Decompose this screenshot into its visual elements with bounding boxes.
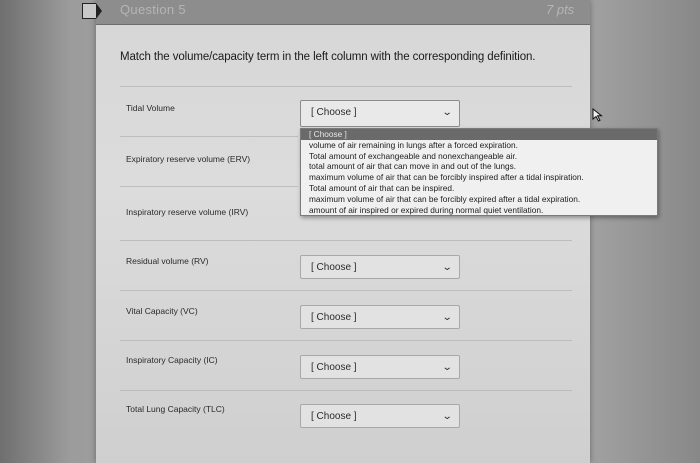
divider [120, 240, 572, 241]
select-rv[interactable] [300, 255, 460, 279]
divider [120, 290, 572, 291]
dropdown-option[interactable]: volume of air remaining in lungs after a forced expiration. [309, 139, 518, 150]
dropdown-option[interactable]: maximum volume of air that can be forcibly inspired after a tidal inspiration. [309, 172, 584, 183]
select-tlc[interactable] [300, 404, 460, 428]
term-irv: Inspiratory reserve volume (IRV) [126, 207, 249, 217]
dropdown-option[interactable]: maximum volume of air that can be forcibly expired after a tidal expiration. [309, 193, 581, 204]
select-label: [ Choose ] [311, 411, 357, 422]
divider [120, 186, 298, 187]
chevron-down-icon: ⌄ [441, 362, 453, 373]
dropdown-option[interactable]: Total amount of exchangeable and nonexchangeable air. [309, 150, 518, 161]
term-rv: Residual volume (RV) [126, 256, 209, 266]
question-instruction: Match the volume/capacity term in the left column with the corresponding definition. [120, 51, 536, 63]
term-erv: Expiratory reserve volume (ERV) [126, 154, 251, 164]
divider [120, 86, 572, 87]
term-tidal-volume: Tidal Volume [126, 103, 175, 113]
divider [120, 136, 298, 137]
chevron-down-icon: ⌄ [441, 411, 453, 422]
dropdown-options-list [300, 128, 658, 216]
select-label: [ Choose ] [311, 262, 357, 273]
select-ic[interactable] [300, 355, 460, 379]
select-label: [ Choose ] [311, 362, 357, 373]
select-label: [ Choose ] [311, 312, 357, 323]
dropdown-option[interactable]: [ Choose ] [301, 129, 657, 140]
divider [120, 340, 572, 341]
select-tidal-volume[interactable] [300, 100, 460, 127]
dropdown-option[interactable]: Total amount of air that can be inspired. [309, 182, 455, 193]
mouse-pointer-icon [592, 108, 604, 122]
term-vc: Vital Capacity (VC) [126, 306, 198, 316]
select-vc[interactable] [300, 305, 460, 329]
dropdown-option[interactable]: amount of air inspired or expired during normal quiet ventilation. [309, 204, 544, 215]
divider [120, 390, 572, 391]
chevron-down-icon: ⌄ [441, 312, 453, 323]
flag-icon[interactable] [82, 3, 96, 19]
term-ic: Inspiratory Capacity (IC) [126, 355, 218, 365]
question-title: Question 5 [120, 2, 186, 17]
question-points: 7 pts [546, 2, 575, 17]
select-label: [ Choose ] [311, 107, 357, 118]
dropdown-option[interactable]: total amount of air that can move in and out of the lungs. [309, 161, 517, 172]
chevron-down-icon: ⌄ [441, 107, 453, 118]
term-tlc: Total Lung Capacity (TLC) [126, 404, 225, 414]
chevron-down-icon: ⌄ [441, 262, 453, 273]
question-panel [96, 0, 590, 463]
